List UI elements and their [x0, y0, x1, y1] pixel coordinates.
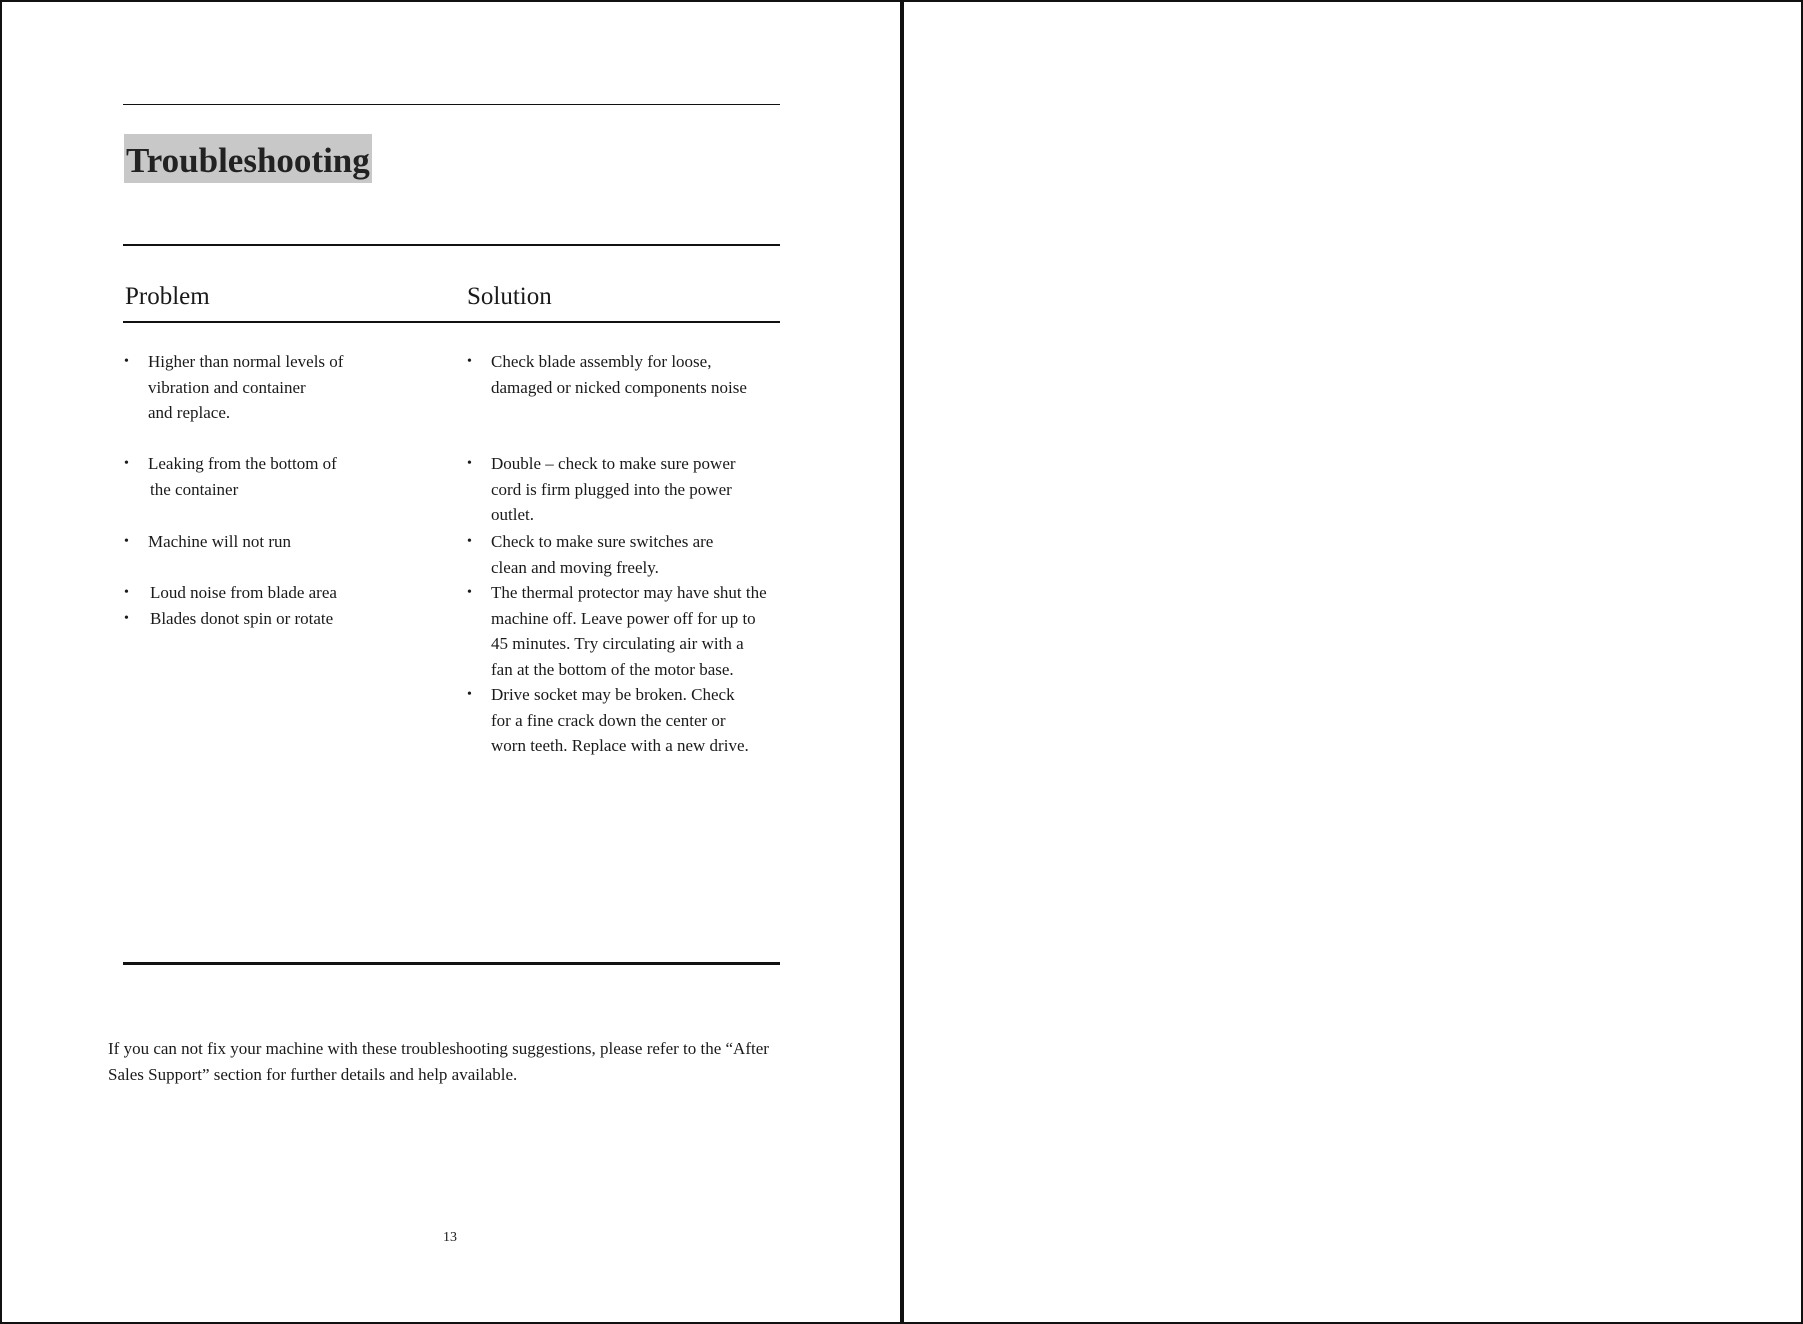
solution-item — [467, 451, 736, 528]
solution-item — [467, 529, 714, 580]
page-number: 13 — [443, 1230, 457, 1245]
solution-item — [467, 349, 747, 400]
solution-item — [467, 580, 767, 682]
footer-note-line: Sales Support” section for further details and help available. — [108, 1065, 518, 1084]
solution-line: Check blade assembly for loose, — [491, 352, 712, 371]
bullet: • — [124, 534, 129, 549]
solution-line: machine off. Leave power off for up to — [491, 608, 756, 628]
problem-line: vibration and container — [148, 377, 306, 397]
solution-column-heading: Solution — [467, 283, 552, 310]
solution-line: for a fine crack down the center or — [491, 710, 726, 730]
bullet: • — [467, 354, 472, 369]
problem-column-heading: Problem — [125, 283, 210, 310]
page-title: Troubleshooting — [124, 134, 372, 183]
bullet: • — [467, 687, 472, 702]
bullet: • — [124, 585, 129, 600]
solution-line: outlet. — [491, 505, 534, 525]
footer-note — [108, 1036, 808, 1088]
bullet: • — [467, 585, 472, 600]
bullet: • — [124, 456, 129, 471]
solution-line: worn teeth. Replace with a new drive. — [491, 736, 749, 756]
problem-line: Blades donot spin or rotate — [150, 609, 334, 628]
solution-line: Check to make sure switches are — [491, 532, 714, 551]
solution-line: fan at the bottom of the motor base. — [491, 659, 734, 679]
solution-line: Drive socket may be broken. Check — [491, 685, 735, 704]
bullet: • — [467, 456, 472, 471]
solution-line: clean and moving freely. — [491, 557, 659, 577]
solution-line: The thermal protector may have shut the — [491, 583, 767, 602]
bullet: • — [124, 611, 129, 626]
bullet: • — [467, 534, 472, 549]
problem-line: Machine will not run — [148, 532, 292, 551]
right-page-blank — [904, 0, 1801, 1324]
problem-line: Loud noise from blade area — [150, 583, 337, 602]
problem-line: Leaking from the bottom of — [148, 454, 337, 473]
solution-line: Double – check to make sure power — [491, 454, 736, 473]
problem-line: Higher than normal levels of — [148, 352, 344, 371]
problem-line: the container — [150, 479, 239, 499]
column-heading-rule — [123, 321, 780, 323]
problem-item — [124, 451, 337, 502]
solution-line: damaged or nicked components noise — [491, 377, 747, 397]
problem-line: and replace. — [148, 403, 231, 423]
footer-note-line: If you can not fix your machine with these troubleshooting suggestions, please refer to the “After — [108, 1039, 769, 1058]
solution-line: cord is firm plugged into the power — [491, 479, 732, 499]
bullet: • — [124, 354, 129, 369]
problem-item — [124, 349, 344, 426]
problem-item — [124, 580, 337, 606]
left-page — [0, 0, 900, 1324]
solution-item — [467, 682, 749, 759]
problem-item — [124, 529, 292, 555]
solution-line: 45 minutes. Try circulating air with a — [491, 634, 744, 654]
bottom-rule — [123, 962, 780, 965]
problem-item — [124, 606, 334, 632]
top-rule — [123, 104, 780, 105]
header-rule — [123, 244, 780, 246]
